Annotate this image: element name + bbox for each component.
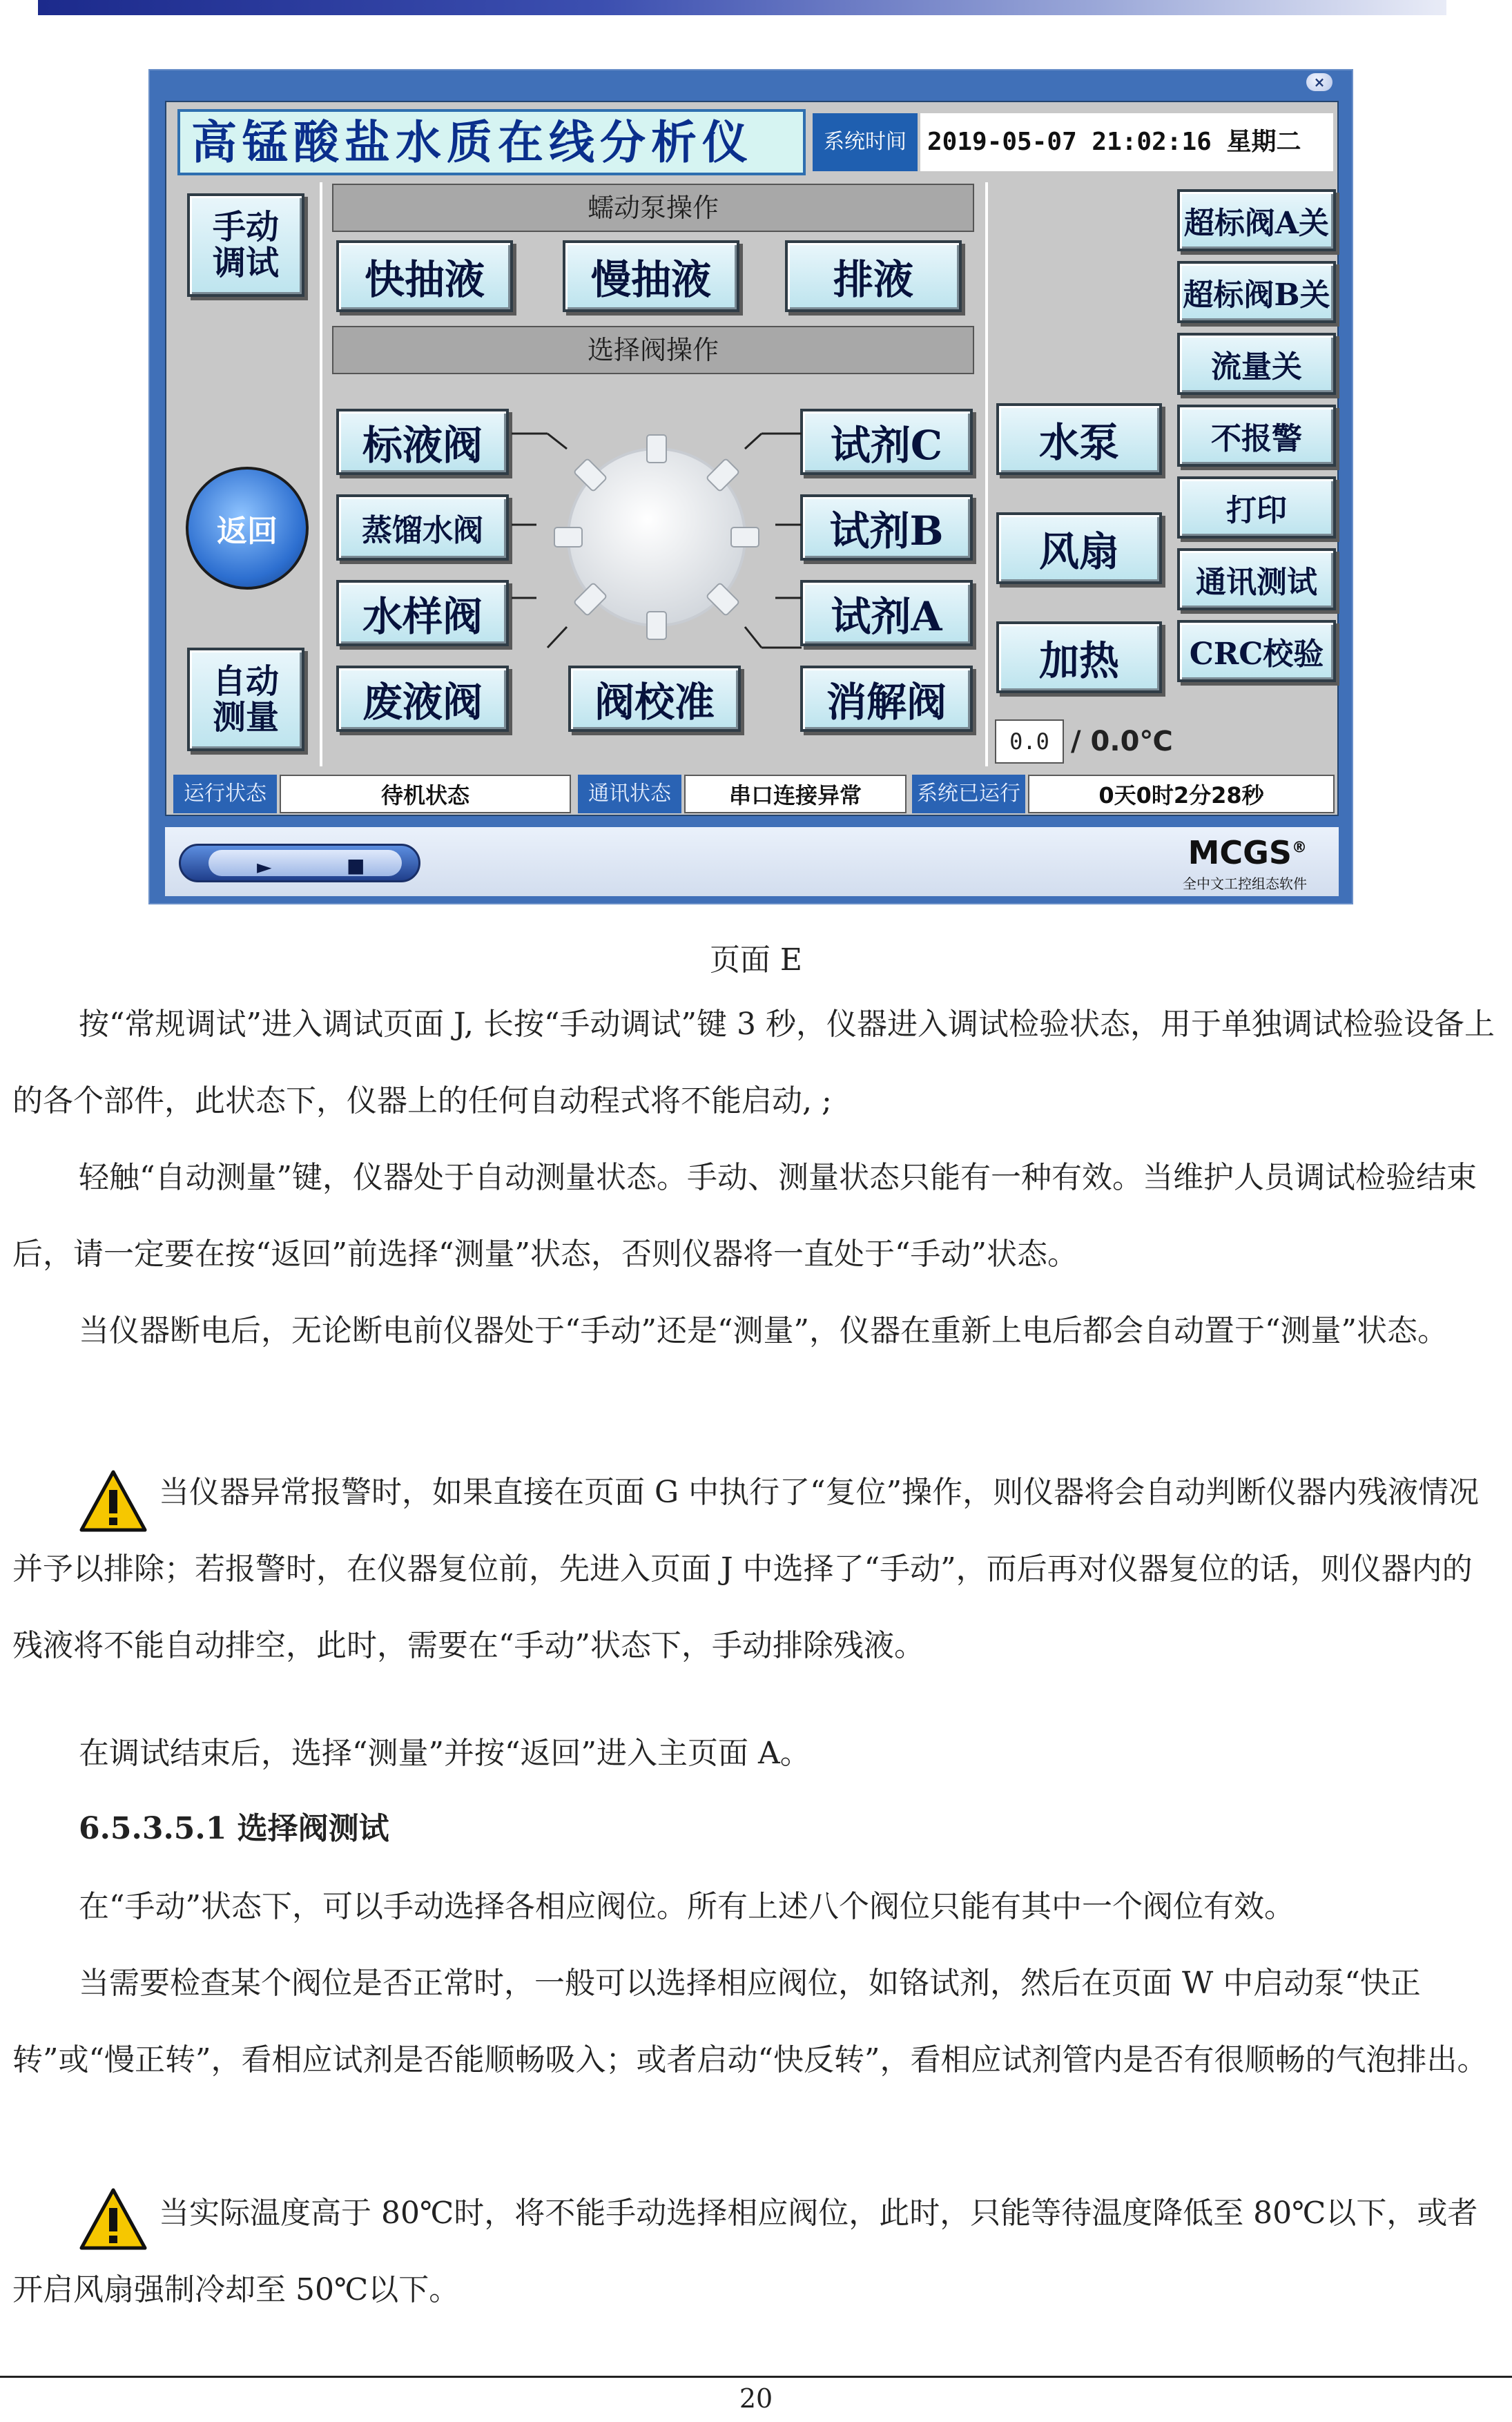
valve-section-header: 选择阀操作 bbox=[332, 326, 974, 374]
reagent-c-valve-button[interactable]: 试剂C bbox=[800, 409, 973, 475]
crc-check-button[interactable]: CRC校验 bbox=[1177, 620, 1336, 682]
paragraph-1-text: 按“常规调试”进入调试页面 J, 长按“手动调试”键 3 秒，仪器进入调试检验状态，用于单独调试检验设备上的各个部件，此状态下，仪器上的任何自动程式将不能启动, ; bbox=[12, 1007, 1495, 1118]
no-alarm-button[interactable]: 不报警 bbox=[1177, 405, 1336, 467]
manual-debug-button[interactable] bbox=[187, 193, 304, 297]
reagent-b-valve-button[interactable]: 试剂B bbox=[800, 494, 973, 561]
print-button[interactable]: 打印 bbox=[1177, 476, 1336, 539]
fast-draw-button[interactable]: 快抽液 bbox=[336, 240, 513, 312]
valve-calibrate-button[interactable]: 阀校准 bbox=[568, 666, 741, 732]
mcgs-subtitle: 全中文工控组态软件 bbox=[1183, 875, 1307, 892]
divider-right bbox=[985, 182, 988, 766]
system-time-value: 2019-05-07 21:02:16 星期二 bbox=[920, 113, 1333, 171]
comm-status-label: 通讯状态 bbox=[578, 775, 681, 813]
control-screen bbox=[165, 101, 1339, 816]
play-icon[interactable]: ► bbox=[257, 855, 272, 878]
temperature-readout: / 0.0℃ bbox=[1071, 726, 1173, 757]
mcgs-window bbox=[148, 69, 1353, 904]
player-bar bbox=[165, 827, 1339, 896]
mcgs-logo bbox=[1188, 834, 1307, 871]
comm-test-button[interactable]: 通讯测试 bbox=[1177, 548, 1336, 610]
return-label: 返回 bbox=[217, 514, 278, 549]
registered-mark: ® bbox=[1292, 839, 1307, 857]
comm-status-value: 串口连接异常 bbox=[684, 775, 907, 813]
over-limit-valve-b-button[interactable]: 超标阀B关 bbox=[1177, 261, 1336, 323]
pump-section-header: 蠕动泵操作 bbox=[332, 184, 974, 232]
header-bar bbox=[38, 0, 1446, 15]
section-heading: 6.5.3.5.1 选择阀测试 bbox=[79, 1811, 389, 1846]
flow-off-button[interactable]: 流量关 bbox=[1177, 333, 1336, 395]
paragraph-4-text: 当仪器异常报警时，如果直接在页面 G 中执行了“复位”操作，则仪器将会自动判断仪器内残液情况并予以排除；若报警时，在仪器复位前，先进入页面 J 中选择了“手动”，而后再对仪器复位的话，则仪器内的残液将不能自动排空，此时，需要在“手动”状态下，手动排除残液。 bbox=[12, 1475, 1480, 1663]
over-limit-valve-a-button[interactable]: 超标阀A关 bbox=[1177, 189, 1336, 251]
figure-caption: 页面 E bbox=[709, 942, 803, 978]
water-pump-button[interactable]: 水泵 bbox=[996, 403, 1162, 475]
footer-rule bbox=[0, 2376, 1512, 2378]
paragraph-3 bbox=[12, 1292, 1497, 1369]
page-number: 20 bbox=[739, 2383, 773, 2414]
slow-draw-button[interactable]: 慢抽液 bbox=[563, 240, 739, 312]
system-time-label: 系统时间 bbox=[813, 113, 918, 171]
return-button[interactable] bbox=[186, 467, 309, 590]
status-bar bbox=[166, 771, 1337, 815]
heater-button[interactable]: 加热 bbox=[996, 621, 1162, 693]
auto-measure-label: 自动测量 bbox=[212, 662, 279, 737]
paragraph-3-text: 当仪器断电后，无论断电前仪器处于“手动”还是“测量”，仪器在重新上电后都会自动置于“测量”状态。 bbox=[79, 1313, 1448, 1348]
distilled-water-valve-button[interactable]: 蒸馏水阀 bbox=[336, 494, 509, 561]
close-button[interactable]: × bbox=[1306, 73, 1332, 91]
paragraph-5 bbox=[12, 1715, 1497, 1792]
run-status-value: 待机状态 bbox=[280, 775, 571, 813]
stop-icon[interactable]: ■ bbox=[347, 854, 365, 877]
paragraph-2 bbox=[12, 1139, 1497, 1292]
manual-debug-label: 手动调试 bbox=[212, 208, 279, 282]
digestion-valve-button[interactable]: 消解阀 bbox=[800, 666, 973, 732]
paragraph-7-text: 当需要检查某个阀位是否正常时，一般可以选择相应阀位，如铬试剂，然后在页面 W 中启动泵“快正转”或“慢正转”，看相应试剂是否能顺畅吸入；或者启动“快反转”，看相应试剂管内是否有很顺畅的气泡排出。 bbox=[12, 1966, 1488, 2077]
sample-valve-button[interactable]: 水样阀 bbox=[336, 580, 509, 646]
paragraph-8-text: 当实际温度高于 80℃时，将不能手动选择相应阀位，此时，只能等待温度降低至 80℃以下，或者开启风扇强制冷却至 50℃以下。 bbox=[12, 2196, 1478, 2307]
run-status-label: 运行状态 bbox=[173, 775, 277, 813]
paragraph-4 bbox=[12, 1454, 1497, 1684]
mcgs-brand: MCGS bbox=[1188, 834, 1292, 871]
auto-measure-button[interactable] bbox=[187, 648, 304, 751]
app-title: 高锰酸盐水质在线分析仪 bbox=[177, 109, 806, 175]
reagent-a-valve-button[interactable]: 试剂A bbox=[800, 580, 973, 646]
standard-valve-button[interactable]: 标液阀 bbox=[336, 409, 509, 475]
paragraph-8 bbox=[12, 2175, 1497, 2328]
divider-left bbox=[320, 182, 322, 766]
valve-rotor-graphic bbox=[512, 406, 802, 682]
paragraph-5-text: 在调试结束后，选择“测量”并按“返回”进入主页面 A。 bbox=[79, 1736, 811, 1771]
paragraph-2-text: 轻触“自动测量”键，仪器处于自动测量状态。手动、测量状态只能有一种有效。当维护人员调试检验结束后，请一定要在按“返回”前选择“测量”状态，否则仪器将一直处于“手动”状态。 bbox=[12, 1160, 1477, 1272]
uptime-label: 系统已运行 bbox=[912, 775, 1025, 813]
paragraph-6-text: 在“手动”状态下，可以手动选择各相应阀位。所有上述八个阀位只能有其中一个阀位有效。 bbox=[79, 1889, 1295, 1924]
player-track bbox=[209, 850, 402, 876]
fan-button[interactable]: 风扇 bbox=[996, 512, 1162, 584]
paragraph-1 bbox=[12, 986, 1497, 1139]
uptime-value: 0天0时2分28秒 bbox=[1028, 775, 1335, 813]
waste-valve-button[interactable]: 废液阀 bbox=[336, 666, 509, 732]
media-player bbox=[179, 844, 420, 882]
drain-button[interactable]: 排液 bbox=[785, 240, 962, 312]
paragraph-7 bbox=[12, 1945, 1497, 2098]
temperature-setpoint-field[interactable]: 0.0 bbox=[995, 719, 1064, 764]
paragraph-6 bbox=[12, 1868, 1497, 1945]
